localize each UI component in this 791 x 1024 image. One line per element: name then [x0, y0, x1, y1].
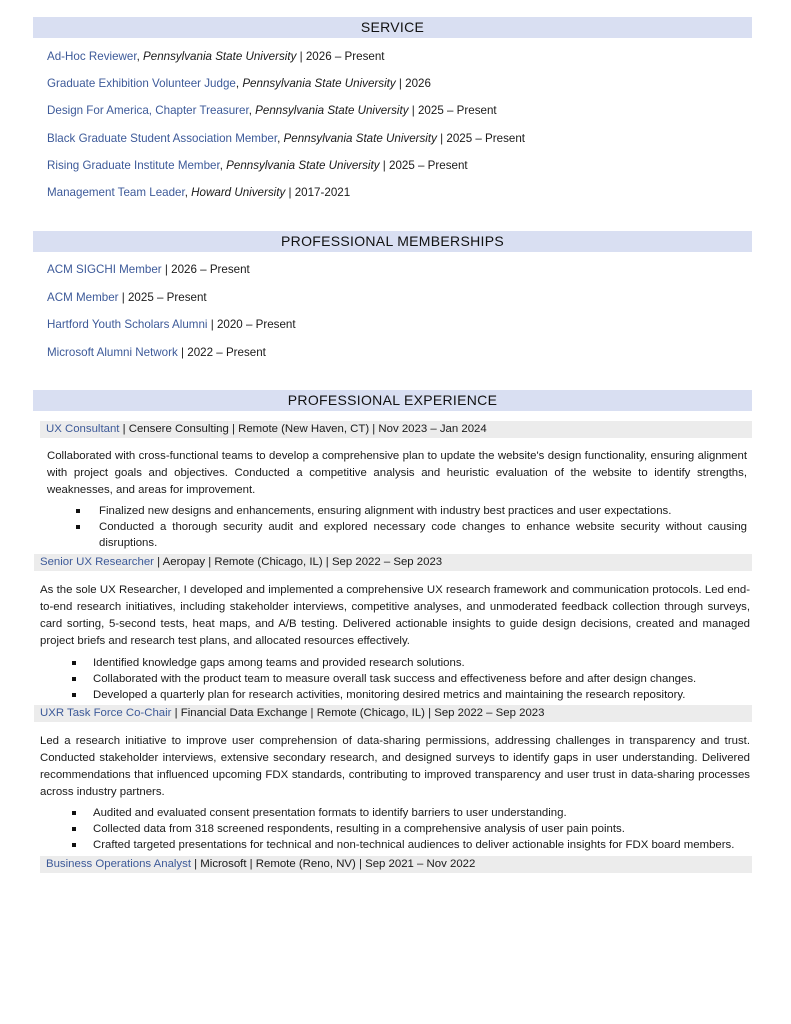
membership-name: Hartford Youth Scholars Alumni [47, 318, 208, 331]
bullet-item: Collaborated with the product team to measure overall task success and effectiveness before and after design changes. [66, 671, 750, 687]
service-dates: 2017-2021 [294, 186, 351, 199]
service-org: Pennsylvania State University [143, 50, 297, 63]
job-header: Senior UX Researcher | Aeropay | Remote (Chicago, IL) | Sep 2022 – Sep 2023 [34, 554, 752, 571]
bullet-square-icon [72, 811, 76, 815]
job-bullets [66, 805, 750, 853]
bullet-item: Conducted a thorough security audit and explored necessary code changes to enhance website security without causing disruptions. [70, 519, 747, 551]
service-dates: 2025 – Present [417, 104, 497, 117]
service-item: Black Graduate Student Association Member, Pennsylvania State University | 2025 – Present [47, 132, 526, 145]
job-dates: Sep 2021 – Nov 2022 [365, 858, 476, 870]
job-dates: Sep 2022 – Sep 2023 [331, 556, 443, 568]
service-item: Design For America, Chapter Treasurer, Pennsylvania State University | 2025 – Present [47, 104, 497, 117]
bullet-square-icon [72, 693, 76, 697]
service-dates: 2026 – Present [305, 50, 385, 63]
job-header: UXR Task Force Co-Chair | Financial Data Exchange | Remote (Chicago, IL) | Sep 2022 – Sep 2023 [34, 705, 752, 722]
membership-name: Microsoft Alumni Network [47, 346, 178, 359]
job-title: UX Consultant [46, 423, 120, 435]
membership-item: Hartford Youth Scholars Alumni | 2020 – Present [47, 318, 296, 331]
job-location: Remote (Chicago, IL) [316, 707, 425, 719]
service-item: Ad-Hoc Reviewer, Pennsylvania State University | 2026 – Present [47, 50, 385, 63]
job-bullets [70, 503, 747, 551]
job-summary: Collaborated with cross-functional teams to develop a comprehensive plan to update the website's design functionality, ensuring alignment with project goals and objectives. Conducted a competitive analysis and heuristic evaluation of the website to identify strengths, weaknesses, and areas for improvement. [47, 450, 747, 496]
service-role: Ad-Hoc Reviewer [47, 50, 137, 63]
job-company: Censere Consulting [128, 423, 229, 435]
job-location: Remote (Reno, NV) [255, 858, 356, 870]
job-title: Senior UX Researcher [40, 556, 154, 568]
service-role: Management Team Leader [47, 186, 185, 199]
service-item: Rising Graduate Institute Member, Pennsylvania State University | 2025 – Present [47, 159, 468, 172]
membership-item: Microsoft Alumni Network | 2022 – Present [47, 346, 266, 359]
service-org: Pennsylvania State University [226, 159, 380, 172]
job-summary: As the sole UX Researcher, I developed and implemented a comprehensive UX research framework and communication protocols. Led end-to-end research initiatives, including stakeholder interviews, competitive analyses, and unmoderated feedback collection through surveys, card sorting, 5-second tests, heat maps, and A/B testing. Delivered actionable insights to guide design decisions, created and managed project briefs and research test plans, and allocated resources effectively. [40, 584, 750, 647]
membership-name: ACM SIGCHI Member [47, 263, 162, 276]
service-item: Graduate Exhibition Volunteer Judge, Pennsylvania State University | 2026 [47, 77, 431, 90]
section-header-service: SERVICE [33, 17, 752, 38]
section-header-memberships: PROFESSIONAL MEMBERSHIPS [33, 231, 752, 252]
service-role: Rising Graduate Institute Member [47, 159, 220, 172]
service-org: Pennsylvania State University [283, 132, 437, 145]
bullet-square-icon [76, 509, 80, 513]
job-dates: Nov 2023 – Jan 2024 [378, 423, 487, 435]
bullet-square-icon [72, 843, 76, 847]
service-role: Design For America, Chapter Treasurer [47, 104, 249, 117]
job-bullets [66, 655, 750, 703]
job-dates: Sep 2022 – Sep 2023 [434, 707, 545, 719]
bullet-item: Identified knowledge gaps among teams and provided research solutions. [66, 655, 750, 671]
bullet-item: Finalized new designs and enhancements, ensuring alignment with industry best practices and user expectations. [70, 503, 747, 519]
bullet-item: Collected data from 318 screened respondents, resulting in a comprehensive analysis of user pain points. [66, 821, 750, 837]
bullet-item: Audited and evaluated consent presentation formats to identify barriers to user understanding. [66, 805, 750, 821]
bullet-square-icon [72, 827, 76, 831]
service-item: Management Team Leader, Howard University | 2017-2021 [47, 186, 351, 199]
job-header: Business Operations Analyst | Microsoft | Remote (Reno, NV) | Sep 2021 – Nov 2022 [40, 856, 752, 873]
job-company: Aeropay [162, 556, 206, 568]
service-dates: 2026 [405, 77, 431, 90]
service-org: Pennsylvania State University [242, 77, 396, 90]
membership-dates: 2022 – Present [187, 346, 266, 359]
job-company: Microsoft [200, 858, 247, 870]
service-org: Pennsylvania State University [255, 104, 409, 117]
job-title: Business Operations Analyst [46, 858, 191, 870]
membership-name: ACM Member [47, 291, 119, 304]
membership-item: ACM Member | 2025 – Present [47, 291, 207, 304]
job-location: Remote (Chicago, IL) [214, 556, 323, 568]
membership-dates: 2026 – Present [171, 263, 250, 276]
service-org: Howard University [191, 186, 286, 199]
job-location: Remote (New Haven, CT) [238, 423, 370, 435]
bullet-square-icon [72, 677, 76, 681]
bullet-item: Crafted targeted presentations for technical and non-technical audiences to deliver actionable insights for FDX board members. [66, 837, 750, 853]
service-dates: 2025 – Present [389, 159, 468, 172]
section-header-experience: PROFESSIONAL EXPERIENCE [33, 390, 752, 411]
service-dates: 2025 – Present [446, 132, 526, 145]
job-summary: Led a research initiative to improve user comprehension of data-sharing permissions, addressing challenges in transparency and trust. Conducted stakeholder interviews, extensive secondary research, and designed surveys to identify gaps in user understanding. Delivered recommendations that influenced upcoming FDX standards, contributing to improved transparency and user trust in data-sharing processes across industry partners. [40, 735, 750, 798]
job-title: UXR Task Force Co-Chair [40, 707, 172, 719]
job-company: Financial Data Exchange [180, 707, 308, 719]
membership-dates: 2020 – Present [216, 318, 296, 331]
bullet-item: Developed a quarterly plan for research activities, monitoring desired metrics and maintaining the research repository. [66, 687, 750, 703]
membership-dates: 2025 – Present [127, 291, 207, 304]
job-header: UX Consultant | Censere Consulting | Remote (New Haven, CT) | Nov 2023 – Jan 2024 [40, 421, 752, 438]
service-role: Graduate Exhibition Volunteer Judge [47, 77, 236, 90]
membership-item: ACM SIGCHI Member | 2026 – Present [47, 263, 250, 276]
bullet-square-icon [72, 661, 76, 665]
bullet-square-icon [76, 525, 80, 529]
service-role: Black Graduate Student Association Member [47, 132, 278, 145]
